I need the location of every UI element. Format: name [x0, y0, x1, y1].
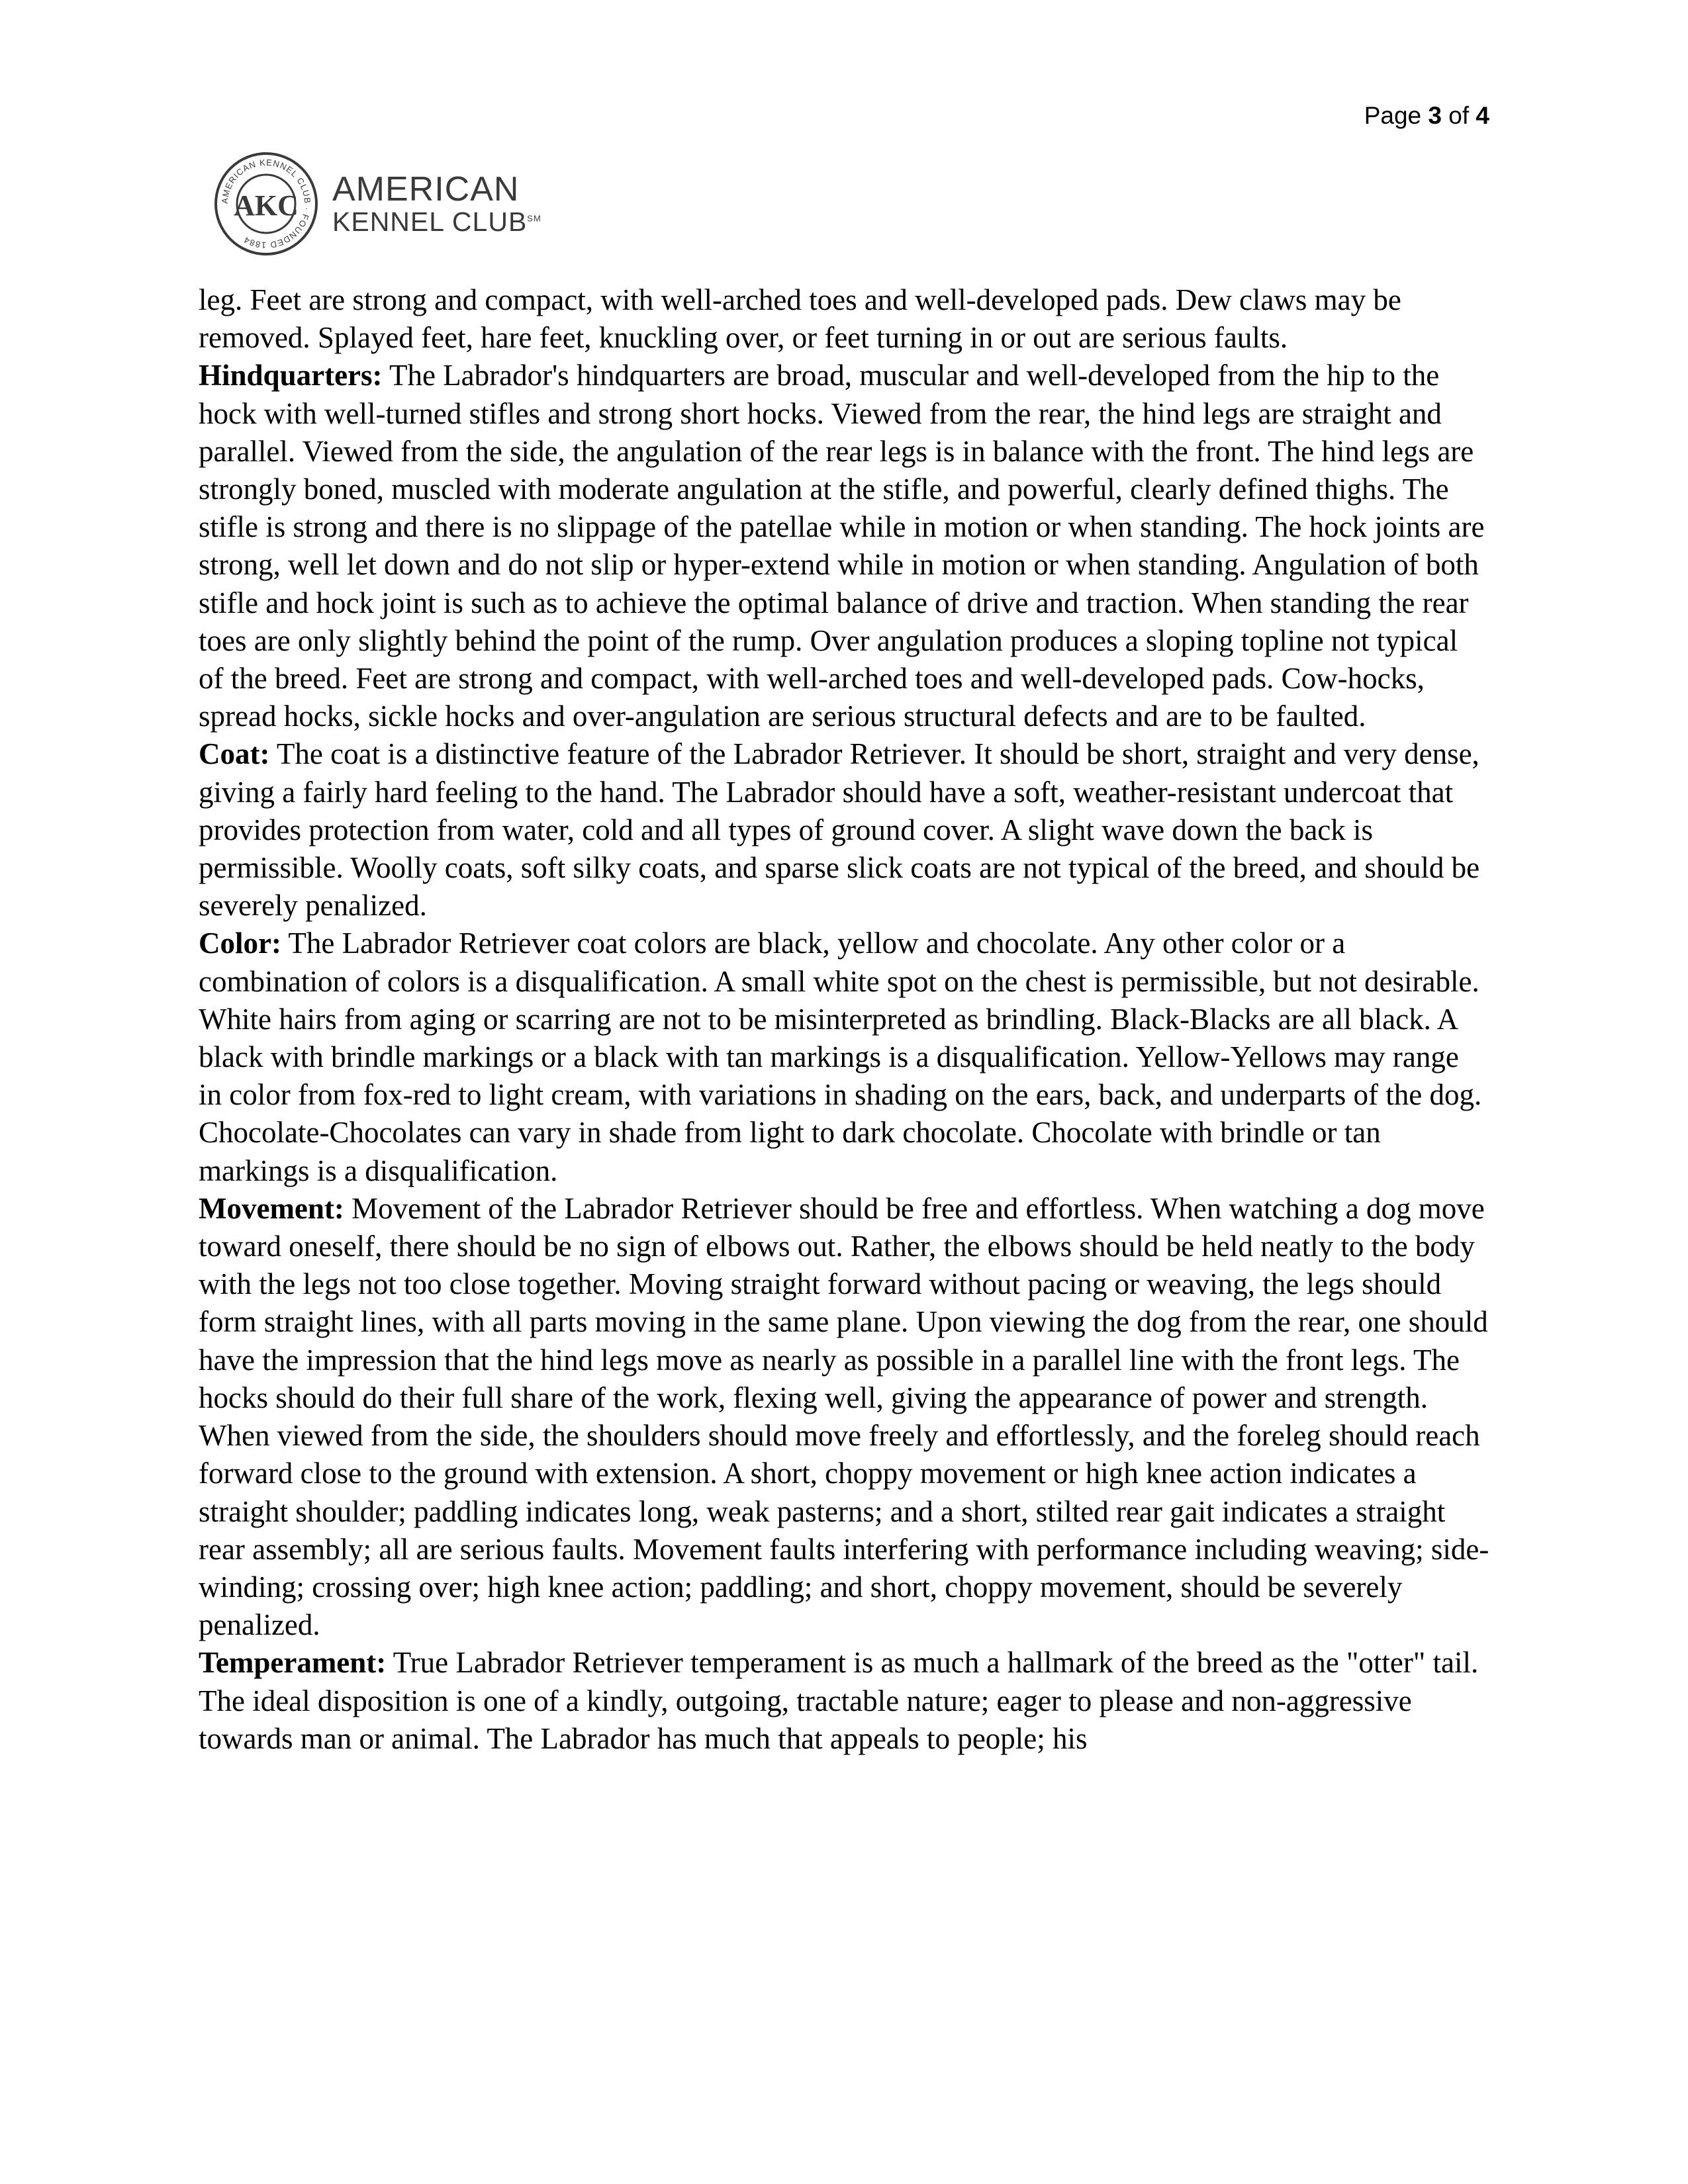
- page-number: [1364, 102, 1489, 130]
- logo-line2-text: KENNEL CLUB: [332, 206, 528, 237]
- akc-seal-icon: [213, 151, 319, 257]
- paragraph-heading: Color:: [199, 927, 281, 960]
- seal-monogram: AKC: [234, 189, 299, 222]
- paragraph-text: The Labrador's hindquarters are broad, muscular and well-developed from the hip to the hock with well-turned stifles and strong short hocks. Viewed from the rear, the hind legs are straight and parallel. Viewed from the side, the angulation of the rear legs is in balance with the front. The hind legs are strongly boned, muscled with moderate angulation at the stifle, and powerful, clearly defined thighs. The stifle is strong and there is no slippage of the patellae while in motion or when standing. The hock joints are strong, well let down and do not slip or hyper-extend while in motion or when standing. Angulation of both stifle and hock joint is such as to achieve the optimal balance of drive and traction. When standing the rear toes are only slightly behind the point of the rump. Over angulation produces a sloping topline not typical of the breed. Feet are strong and compact, with well-arched toes and well-developed pads. Cow-hocks, spread hocks, sickle hocks and over-angulation are serious structural defects and are to be faulted.: [199, 359, 1485, 733]
- paragraph-text: The Labrador Retriever coat colors are black, yellow and chocolate. Any other color or a combination of colors is a disqualification. A small white spot on the chest is permissible, but not desirable. White hairs from aging or scarring are not to be misinterpreted as brindling. Black-Blacks are all black. A black with brindle markings or a black with tan markings is a disqualification. Yellow-Yellows may range in color from fox-red to light cream, with variations in shading on the ears, back, and underparts of the dog. Chocolate-Chocolates can vary in shade from light to dark chocolate. Chocolate with brindle or tan markings is a disqualification.: [199, 927, 1482, 1187]
- paragraph-text: The coat is a distinctive feature of the Labrador Retriever. It should be short, straight and very dense, giving a fairly hard feeling to the hand. The Labrador should have a soft, weather-resistant undercoat that provides protection from water, cold and all types of ground cover. A slight wave down the back is permissible. Woolly coats, soft silky coats, and sparse slick coats are not typical of the breed, and should be severely penalized.: [199, 737, 1480, 923]
- seal-ring-text: AMERICAN KENNEL CLUB · FOUNDED 1884: [219, 157, 313, 251]
- page-total: 4: [1476, 102, 1489, 129]
- paragraph-color: [199, 925, 1489, 1189]
- logo-line2: [332, 206, 541, 238]
- page-prefix: Page: [1364, 102, 1429, 129]
- paragraph-temperament: [199, 1644, 1489, 1758]
- page-current: 3: [1428, 102, 1442, 129]
- paragraph-text: leg. Feet are strong and compact, with well-arched toes and well-developed pads. Dew claws may be removed. Splayed feet, hare feet, knuckling over, or feet turning in or out are serious faults.: [199, 283, 1401, 355]
- paragraph-heading: Hindquarters:: [199, 359, 383, 392]
- paragraph-coat: [199, 735, 1489, 925]
- paragraph-text: True Labrador Retriever temperament is as much a hallmark of the breed as the "otter" tail. The ideal disposition is one of a kindly, outgoing, tractable nature; eager to please and non-aggressive towards man or animal. The Labrador has much that appeals to people; his: [199, 1646, 1479, 1755]
- logo-line1: AMERICAN: [332, 170, 520, 208]
- paragraph-movement: [199, 1190, 1489, 1644]
- paragraph-text: Movement of the Labrador Retriever should be free and effortless. When watching a dog move toward oneself, there should be no sign of elbows out. Rather, the elbows should be held neatly to the body with the legs not too close together. Moving straight forward without pacing or weaving, the legs should form straight lines, with all parts moving in the same plane. Upon viewing the dog from the rear, one should have the impression that the hind legs move as nearly as possible in a parallel line with the front legs. The hocks should do their full share of the work, flexing well, giving the appearance of power and strength. When viewed from the side, the shoulders should move freely and effortlessly, and the foreleg should reach forward close to the ground with extension. A short, choppy movement or high knee action indicates a straight shoulder; paddling indicates long, weak pasterns; and a short, stilted rear gait indicates a straight rear assembly; all are serious faults. Movement faults interfering with performance including weaving; side-winding; crossing over; high knee action; paddling; and short, choppy movement, should be severely penalized.: [199, 1191, 1489, 1642]
- paragraph-hindquarters: [199, 357, 1489, 735]
- akc-logo: [213, 151, 541, 263]
- paragraph-feet-continued: [199, 281, 1489, 357]
- page-mid: of: [1442, 102, 1476, 129]
- paragraph-heading: Coat:: [199, 737, 270, 771]
- paragraph-heading: Movement:: [199, 1191, 344, 1225]
- service-mark: SM: [527, 213, 541, 224]
- paragraph-heading: Temperament:: [199, 1646, 387, 1680]
- standard-text: [199, 281, 1489, 1758]
